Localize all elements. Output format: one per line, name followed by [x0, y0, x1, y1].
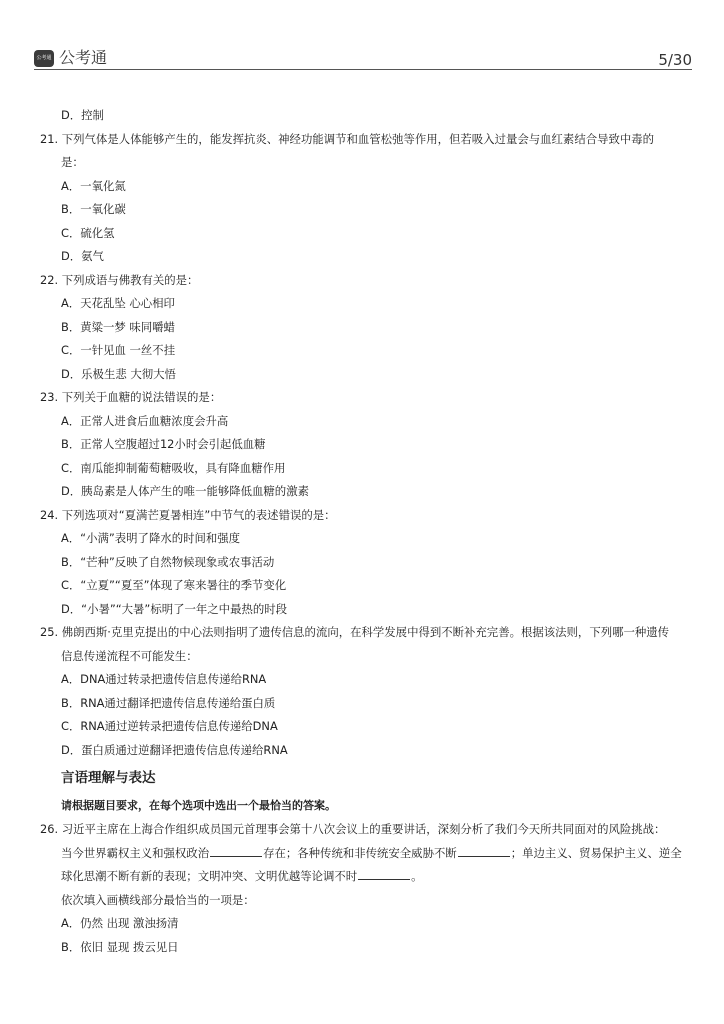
answer-option: C．南瓜能抑制葡萄糖吸收，具有降血糖作用 — [61, 460, 286, 475]
q26-text: 球化思潮不断有新的表现；文明冲突、文明优越等论调不时 — [61, 869, 358, 883]
question-text: 是： — [61, 155, 84, 169]
question-text: 23. 下列关于血糖的说法错误的是： — [40, 390, 222, 404]
answer-option: C．硫化氢 — [61, 225, 115, 240]
answer-option: A．“小满”表明了降水的时间和强度 — [61, 531, 241, 545]
question-26-prompt: 依次填入画横线部分最恰当的一项是： — [61, 892, 255, 907]
answer-option: B．RNA通过翻译把遗传信息传递给蛋白质 — [61, 695, 276, 710]
question-26-line-2 — [40, 842, 692, 866]
question-text: 25. 佛朗西斯·克里克提出的中心法则指明了遗传信息的流向，在科学发展中得到不断补充完善。根据该法则，下列哪一种遗传 — [40, 625, 670, 639]
header-divider — [34, 69, 692, 70]
question-text: 21. 下列气体是人体能够产生的，能发挥抗炎、神经功能调节和血管松弛等作用，但若吸入过量会与血红素结合导致中毒的 — [40, 131, 655, 146]
answer-option: D．蛋白质通过逆翻译把遗传信息传递给RNA — [61, 742, 288, 757]
answer-option: C．RNA通过逆转录把遗传信息传递给DNA — [61, 719, 278, 733]
answer-option: A．DNA通过转录把遗传信息传递给RNA — [61, 672, 267, 686]
q26-text: 存在；各种传统和非传统安全威胁不断 — [263, 845, 457, 860]
answer-option: C．一针见血 一丝不挂 — [61, 343, 176, 357]
answer-option: A．正常人进食后血糖浓度会升高 — [61, 413, 229, 428]
section-instruction: 请根据题目要求，在每个选项中选出一个最恰当的答案。 — [61, 799, 336, 812]
answer-blank — [358, 869, 410, 880]
answer-option: D．胰岛素是人体产生的唯一能够降低血糖的激素 — [61, 484, 309, 498]
answer-option: B．正常人空腹超过12小时会引起低血糖 — [61, 437, 266, 451]
answer-option: D．氨气 — [61, 249, 104, 263]
answer-option: B．黄粱一梦 味同嚼蜡 — [61, 319, 175, 334]
logo-text: 公考通 — [59, 48, 108, 67]
logo-icon: 公考通 — [34, 50, 54, 67]
q26-text: ；单边主义、贸易保护主义、逆全 — [510, 845, 682, 860]
answer-option: B．“芒种”反映了自然物候现象或农事活动 — [61, 554, 275, 569]
q26-text: 当今世界霸权主义和强权政治 — [61, 845, 210, 860]
section-title: 言语理解与表达 — [61, 770, 156, 786]
answer-option: B．一氧化碳 — [61, 202, 126, 216]
page-header — [34, 48, 692, 68]
question-26-line-3 — [40, 865, 692, 889]
question-text: 信息传递流程不可能发生： — [61, 648, 198, 663]
page-number: 5/30 — [658, 51, 692, 69]
option-a: A．仍然 出现 激浊扬清 — [61, 916, 179, 930]
answer-option: D．“小暑”“大暑”标明了一年之中最热的时段 — [61, 601, 288, 616]
answer-blank — [458, 846, 510, 857]
answer-option: D．乐极生悲 大彻大悟 — [61, 366, 176, 381]
question-26-line-1: 26. 习近平主席在上海合作组织成员国元首理事会第十八次会议上的重要讲话，深刻分析了我们今天所共同面对的风险挑战： — [40, 822, 666, 836]
question-list — [40, 104, 692, 762]
answer-option: D．控制 — [61, 108, 104, 122]
question-text: 22. 下列成语与佛教有关的是： — [40, 272, 199, 287]
q26-text: 。 — [411, 869, 423, 883]
question-text: 24. 下列选项对“夏满芒夏暑相连”中节气的表述错误的是： — [40, 507, 336, 522]
document-body — [40, 104, 692, 959]
option-b: B．依旧 显现 拨云见日 — [61, 939, 179, 954]
answer-blank — [210, 846, 262, 857]
answer-option: A．一氧化氮 — [61, 178, 126, 193]
answer-option: C．“立夏”“夏至”体现了寒来暑往的季节变化 — [61, 578, 287, 592]
answer-option: A．天花乱坠 心心相印 — [61, 296, 175, 310]
